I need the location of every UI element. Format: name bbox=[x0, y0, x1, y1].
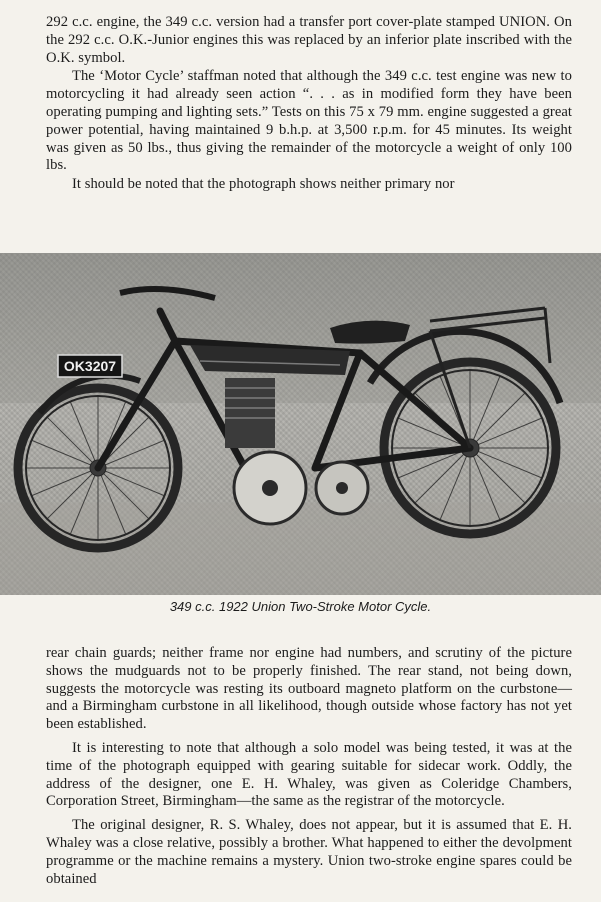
paragraph-engine-plates: 292 c.c. engine, the 349 c.c. version had a transfer port cover-plate stamped UNION. On the 292 c.c. O.K.-Junior engines this was replaced by an inferior plate inscribed with the O.K. symbol. bbox=[46, 14, 572, 66]
motorcycle-photo bbox=[0, 253, 601, 595]
paragraph-photograph-note: It should be noted that the photograph shows neither primary nor bbox=[72, 176, 455, 193]
paragraph-chain-guards: rear chain guards; neither frame nor engine had numbers, and scrutiny of the picture shows the mudguards not to be properly finished. The rear stand, not being down, suggests the motorcycle was resting its outboard magneto platform on the curbstone—and a Birmingham curbstone in all likelihood, though outside whose factory has not yet been established. bbox=[46, 645, 572, 733]
bottom-text-block bbox=[46, 645, 572, 888]
paragraph-sidecar-gearing: It is interesting to note that although a solo model was being tested, it was at the time of the photograph equipped with gearing suitable for sidecar work. Oddly, the address of the designer, one E. H. Whaley, was given as Coleridge Chambers, Corporation Street, Birmingham—the same as the registrar of the motorcycle. bbox=[46, 739, 572, 810]
paragraph-motor-cycle-test: The ‘Motor Cycle’ staffman noted that although the 349 c.c. test engine was new to motorcycling it had already seen action “. . . as in modified form they have been operating pumping and lighting sets.” Tests on this 75 x 79 mm. engine suggested a great power potential, having maintained 9 b.h.p. at 3,500 r.p.m. for 45 minutes. Its weight was given as 50 lbs., thus giving the remainder of the motorcycle a weight of only 100 lbs. bbox=[46, 68, 572, 174]
photo-caption: 349 c.c. 1922 Union Two-Stroke Motor Cycle. bbox=[169, 599, 432, 614]
paragraph-original-designer: The original designer, R. S. Whaley, does not appear, but it is assumed that E. H. Whaley was a close relative, possibly a brother. What happened to either the devolpment programme or the machine remains a mystery. Union two-stroke engine spares could be obtained bbox=[46, 817, 572, 887]
motorcycle-illustration bbox=[0, 253, 601, 595]
number-plate-text: OK3207 bbox=[63, 358, 117, 374]
top-text-block bbox=[46, 14, 572, 194]
